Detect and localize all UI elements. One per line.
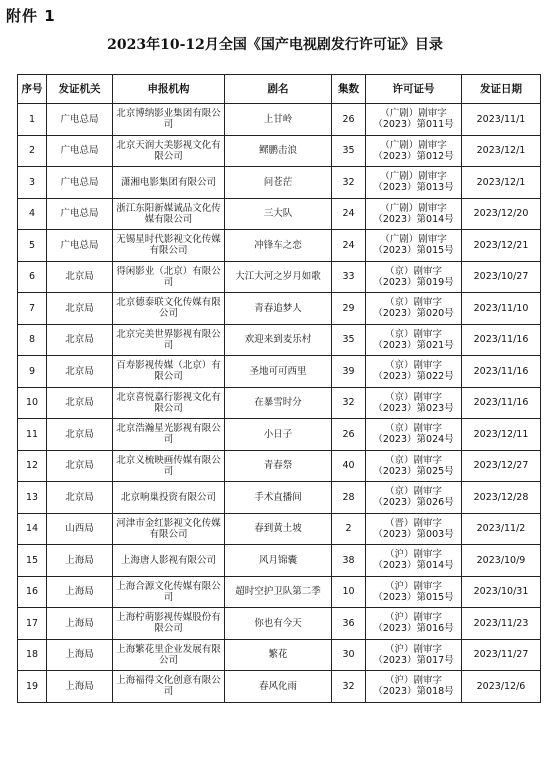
row-number: 5 bbox=[18, 230, 47, 262]
column-header-authority: 发证机关 bbox=[47, 75, 113, 104]
license-number-line-1: （京）剧审字 bbox=[384, 297, 442, 309]
issue-date: 2023/12/27 bbox=[462, 450, 541, 482]
drama-title: 手术直播间 bbox=[225, 482, 332, 514]
issuing-authority: 北京局 bbox=[47, 387, 113, 419]
license-number-line-2: （2023）第017号 bbox=[373, 654, 454, 666]
table-row bbox=[18, 419, 541, 451]
issue-date: 2023/12/1 bbox=[462, 135, 541, 167]
drama-title: 鳏鹏击浪 bbox=[225, 135, 332, 167]
table-row bbox=[18, 450, 541, 482]
issuing-authority: 广电总局 bbox=[47, 230, 113, 262]
drama-title: 大江大河之岁月如歌 bbox=[225, 261, 332, 293]
issuing-authority: 上海局 bbox=[47, 576, 113, 608]
episode-count: 26 bbox=[332, 104, 366, 136]
license-number-line-2: （2023）第019号 bbox=[373, 276, 454, 288]
table-row bbox=[18, 513, 541, 545]
row-number: 7 bbox=[18, 293, 47, 325]
table-row bbox=[18, 324, 541, 356]
license-number bbox=[366, 450, 462, 482]
applicant-org: 上海柠萌影视传媒股份有限公司 bbox=[113, 608, 225, 640]
license-number bbox=[366, 671, 462, 703]
issue-date: 2023/11/10 bbox=[462, 293, 541, 325]
applicant-org: 北京响巢投资有限公司 bbox=[113, 482, 225, 514]
row-number: 8 bbox=[18, 324, 47, 356]
applicant-org: 百寿影视传媒（北京）有限公司 bbox=[113, 356, 225, 388]
row-number: 9 bbox=[18, 356, 47, 388]
issuing-authority: 北京局 bbox=[47, 293, 113, 325]
episode-count: 35 bbox=[332, 135, 366, 167]
row-number: 4 bbox=[18, 198, 47, 230]
episode-count: 33 bbox=[332, 261, 366, 293]
license-table bbox=[17, 74, 541, 703]
license-number-line-1: （沪）剧审字 bbox=[384, 612, 442, 624]
license-number-line-1: （晋）剧审字 bbox=[384, 517, 442, 529]
license-number-line-1: （京）剧审字 bbox=[384, 391, 442, 403]
license-number-line-2: （2023）第023号 bbox=[373, 402, 454, 414]
drama-title: 圣地可可西里 bbox=[225, 356, 332, 388]
issue-date: 2023/11/16 bbox=[462, 387, 541, 419]
license-number-line-1: （京）剧审字 bbox=[384, 454, 442, 466]
table-row bbox=[18, 671, 541, 703]
row-number: 15 bbox=[18, 545, 47, 577]
license-number-line-2: （2023）第014号 bbox=[373, 213, 454, 225]
license-number bbox=[366, 261, 462, 293]
issuing-authority: 山西局 bbox=[47, 513, 113, 545]
column-header-org: 申报机构 bbox=[113, 75, 225, 104]
episode-count: 32 bbox=[332, 387, 366, 419]
license-number bbox=[366, 387, 462, 419]
issue-date: 2023/12/1 bbox=[462, 167, 541, 199]
license-number-line-1: （广剧）剧审字 bbox=[380, 139, 447, 151]
drama-title: 青春追梦人 bbox=[225, 293, 332, 325]
applicant-org: 北京义梳映画传媒有限公司 bbox=[113, 450, 225, 482]
issuing-authority: 上海局 bbox=[47, 608, 113, 640]
license-number-line-1: （广剧）剧审字 bbox=[380, 108, 447, 120]
issue-date: 2023/11/16 bbox=[462, 356, 541, 388]
issue-date: 2023/11/2 bbox=[462, 513, 541, 545]
issuing-authority: 北京局 bbox=[47, 450, 113, 482]
episode-count: 39 bbox=[332, 356, 366, 388]
table-row bbox=[18, 167, 541, 199]
episode-count: 40 bbox=[332, 450, 366, 482]
table-row bbox=[18, 387, 541, 419]
issuing-authority: 北京局 bbox=[47, 356, 113, 388]
episode-count: 38 bbox=[332, 545, 366, 577]
license-number bbox=[366, 356, 462, 388]
applicant-org: 北京天润大美影视文化有限公司 bbox=[113, 135, 225, 167]
row-number: 14 bbox=[18, 513, 47, 545]
license-number-line-1: （广剧）剧审字 bbox=[380, 171, 447, 183]
row-number: 10 bbox=[18, 387, 47, 419]
issuing-authority: 上海局 bbox=[47, 639, 113, 671]
attachment-label: 附件 1 bbox=[6, 7, 56, 25]
license-number bbox=[366, 513, 462, 545]
episode-count: 32 bbox=[332, 167, 366, 199]
issuing-authority: 广电总局 bbox=[47, 198, 113, 230]
license-number bbox=[366, 293, 462, 325]
issuing-authority: 北京局 bbox=[47, 261, 113, 293]
episode-count: 28 bbox=[332, 482, 366, 514]
episode-count: 26 bbox=[332, 419, 366, 451]
issue-date: 2023/11/16 bbox=[462, 324, 541, 356]
issue-date: 2023/11/23 bbox=[462, 608, 541, 640]
issue-date: 2023/10/27 bbox=[462, 261, 541, 293]
episode-count: 29 bbox=[332, 293, 366, 325]
license-number bbox=[366, 419, 462, 451]
license-number-line-1: （沪）剧审字 bbox=[384, 675, 442, 687]
table-row bbox=[18, 104, 541, 136]
applicant-org: 上海繁花里企业发展有限公司 bbox=[113, 639, 225, 671]
table-row bbox=[18, 608, 541, 640]
license-number-line-1: （沪）剧审字 bbox=[384, 580, 442, 592]
table-row bbox=[18, 230, 541, 262]
row-number: 17 bbox=[18, 608, 47, 640]
license-number-line-2: （2023）第025号 bbox=[373, 465, 454, 477]
license-number bbox=[366, 324, 462, 356]
license-number-line-1: （沪）剧审字 bbox=[384, 643, 442, 655]
applicant-org: 北京德泰联文化传媒有限公司 bbox=[113, 293, 225, 325]
issuing-authority: 上海局 bbox=[47, 545, 113, 577]
row-number: 18 bbox=[18, 639, 47, 671]
license-number bbox=[366, 608, 462, 640]
row-number: 11 bbox=[18, 419, 47, 451]
drama-title: 三大队 bbox=[225, 198, 332, 230]
license-number-line-2: （2023）第016号 bbox=[373, 623, 454, 635]
row-number: 16 bbox=[18, 576, 47, 608]
row-number: 1 bbox=[18, 104, 47, 136]
license-number bbox=[366, 482, 462, 514]
applicant-org: 潇湘电影集团有限公司 bbox=[113, 167, 225, 199]
table-row bbox=[18, 356, 541, 388]
drama-title: 在暴雪时分 bbox=[225, 387, 332, 419]
applicant-org: 河津市金红影视文化传媒有限公司 bbox=[113, 513, 225, 545]
license-number-line-2: （2023）第014号 bbox=[373, 560, 454, 572]
drama-title: 问苍茫 bbox=[225, 167, 332, 199]
row-number: 12 bbox=[18, 450, 47, 482]
page-title: 2023年10-12月全国《国产电视剧发行许可证》目录 bbox=[107, 37, 443, 53]
drama-title: 春风化雨 bbox=[225, 671, 332, 703]
row-number: 3 bbox=[18, 167, 47, 199]
applicant-org: 北京浩瀚星光影视有限公司 bbox=[113, 419, 225, 451]
license-number-line-1: （京）剧审字 bbox=[384, 360, 442, 372]
applicant-org: 北京博纳影业集团有限公司 bbox=[113, 104, 225, 136]
table-row bbox=[18, 135, 541, 167]
issuing-authority: 北京局 bbox=[47, 324, 113, 356]
table-header-row bbox=[18, 75, 541, 104]
applicant-org: 得闲影业（北京）有限公司 bbox=[113, 261, 225, 293]
license-number-line-2: （2023）第020号 bbox=[373, 308, 454, 320]
issue-date: 2023/12/11 bbox=[462, 419, 541, 451]
drama-title: 青春祭 bbox=[225, 450, 332, 482]
issue-date: 2023/12/20 bbox=[462, 198, 541, 230]
applicant-org: 北京完美世界影视有限公司 bbox=[113, 324, 225, 356]
table-row bbox=[18, 639, 541, 671]
applicant-org: 上海唐人影视有限公司 bbox=[113, 545, 225, 577]
license-number bbox=[366, 230, 462, 262]
license-number-line-2: （2023）第022号 bbox=[373, 371, 454, 383]
episode-count: 10 bbox=[332, 576, 366, 608]
episode-count: 30 bbox=[332, 639, 366, 671]
issue-date: 2023/11/27 bbox=[462, 639, 541, 671]
episode-count: 2 bbox=[332, 513, 366, 545]
row-number: 13 bbox=[18, 482, 47, 514]
episode-count: 24 bbox=[332, 198, 366, 230]
license-number-line-2: （2023）第015号 bbox=[373, 245, 454, 257]
license-number-line-1: （京）剧审字 bbox=[384, 328, 442, 340]
license-number-line-2: （2023）第024号 bbox=[373, 434, 454, 446]
issuing-authority: 北京局 bbox=[47, 419, 113, 451]
license-number bbox=[366, 167, 462, 199]
issue-date: 2023/12/21 bbox=[462, 230, 541, 262]
table-row bbox=[18, 198, 541, 230]
issue-date: 2023/10/31 bbox=[462, 576, 541, 608]
applicant-org: 北京喜悦嘉行影视文化有限公司 bbox=[113, 387, 225, 419]
table-row bbox=[18, 293, 541, 325]
drama-title: 上甘岭 bbox=[225, 104, 332, 136]
table-body bbox=[18, 104, 541, 703]
episode-count: 24 bbox=[332, 230, 366, 262]
drama-title: 超时空护卫队第二季 bbox=[225, 576, 332, 608]
row-number: 2 bbox=[18, 135, 47, 167]
column-header-date: 发证日期 bbox=[462, 75, 541, 104]
license-number-line-1: （沪）剧审字 bbox=[384, 549, 442, 561]
column-header-drama: 剧名 bbox=[225, 75, 332, 104]
drama-title: 小日子 bbox=[225, 419, 332, 451]
license-number-line-1: （京）剧审字 bbox=[384, 265, 442, 277]
issue-date: 2023/10/9 bbox=[462, 545, 541, 577]
issuing-authority: 上海局 bbox=[47, 671, 113, 703]
license-number-line-1: （京）剧审字 bbox=[384, 423, 442, 435]
episode-count: 35 bbox=[332, 324, 366, 356]
applicant-org: 浙江东阳新媒诚品文化传媒有限公司 bbox=[113, 198, 225, 230]
license-number-line-2: （2023）第012号 bbox=[373, 150, 454, 162]
license-number bbox=[366, 639, 462, 671]
drama-title: 风月锦囊 bbox=[225, 545, 332, 577]
column-header-license: 许可证号 bbox=[366, 75, 462, 104]
column-header-episodes: 集数 bbox=[332, 75, 366, 104]
table-row bbox=[18, 482, 541, 514]
issuing-authority: 北京局 bbox=[47, 482, 113, 514]
license-number-line-2: （2023）第015号 bbox=[373, 591, 454, 603]
license-number bbox=[366, 545, 462, 577]
license-number-line-1: （广剧）剧审字 bbox=[380, 202, 447, 214]
issue-date: 2023/12/6 bbox=[462, 671, 541, 703]
license-number-line-1: （广剧）剧审字 bbox=[380, 234, 447, 246]
license-number-line-2: （2023）第018号 bbox=[373, 686, 454, 698]
issuing-authority: 广电总局 bbox=[47, 104, 113, 136]
episode-count: 32 bbox=[332, 671, 366, 703]
drama-title: 春到黄土坡 bbox=[225, 513, 332, 545]
drama-title: 欢迎来到麦乐村 bbox=[225, 324, 332, 356]
column-header-no: 序号 bbox=[18, 75, 47, 104]
license-number-line-2: （2023）第026号 bbox=[373, 497, 454, 509]
drama-title: 你也有今天 bbox=[225, 608, 332, 640]
applicant-org: 上海合源文化传媒有限公司 bbox=[113, 576, 225, 608]
issuing-authority: 广电总局 bbox=[47, 167, 113, 199]
license-number bbox=[366, 135, 462, 167]
episode-count: 36 bbox=[332, 608, 366, 640]
applicant-org: 上海福得文化创意有限公司 bbox=[113, 671, 225, 703]
license-number bbox=[366, 198, 462, 230]
issue-date: 2023/11/1 bbox=[462, 104, 541, 136]
license-number bbox=[366, 104, 462, 136]
table-row bbox=[18, 261, 541, 293]
drama-title: 冲锋车之恋 bbox=[225, 230, 332, 262]
license-number-line-2: （2023）第011号 bbox=[373, 119, 454, 131]
license-number bbox=[366, 576, 462, 608]
license-number-line-2: （2023）第021号 bbox=[373, 339, 454, 351]
license-number-line-1: （京）剧审字 bbox=[384, 486, 442, 498]
drama-title: 繁花 bbox=[225, 639, 332, 671]
row-number: 19 bbox=[18, 671, 47, 703]
table-row bbox=[18, 545, 541, 577]
applicant-org: 无锡星时代影视文化传媒有限公司 bbox=[113, 230, 225, 262]
row-number: 6 bbox=[18, 261, 47, 293]
license-number-line-2: （2023）第003号 bbox=[373, 528, 454, 540]
table-row bbox=[18, 576, 541, 608]
issue-date: 2023/12/28 bbox=[462, 482, 541, 514]
license-number-line-2: （2023）第013号 bbox=[373, 182, 454, 194]
issuing-authority: 广电总局 bbox=[47, 135, 113, 167]
